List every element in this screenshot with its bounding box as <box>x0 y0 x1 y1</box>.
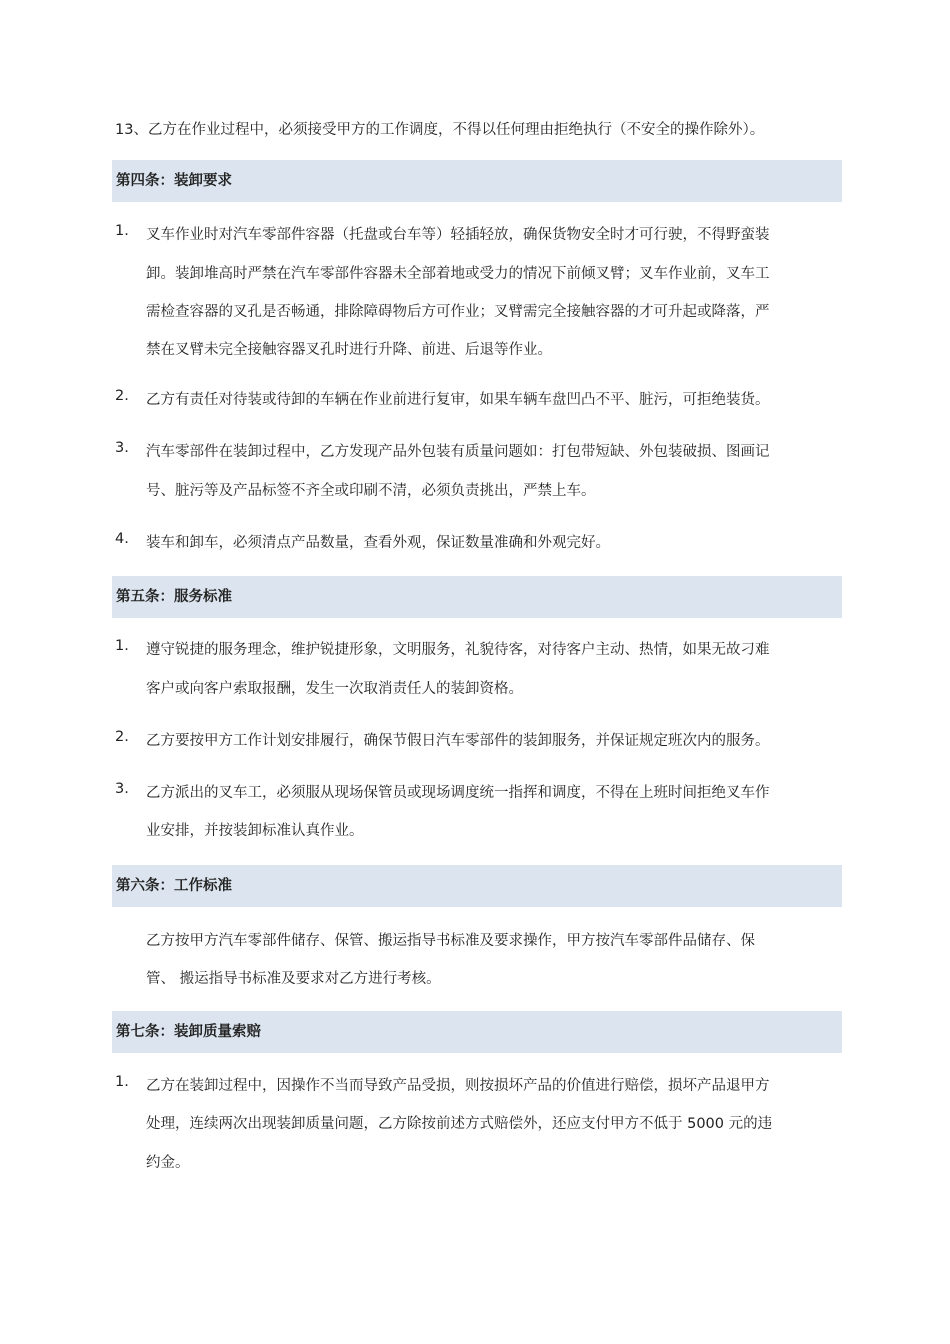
s7-item-1-line-2: 处理，连续两次出现装卸质量问题，乙方除按前述方式赔偿外，还应支付甲方不低于 5000 元的违 <box>146 1116 773 1132</box>
s4-item-1-line-2: 卸。装卸堆高时严禁在汽车零部件容器未全部着地或受力的情况下前倾叉臂；叉车作业前，叉车工 <box>146 266 770 282</box>
s5-item-2-number: 2. <box>115 729 129 745</box>
s4-item-3-number: 3. <box>115 440 129 456</box>
s7-item-1-line-3: 约金。 <box>146 1155 190 1171</box>
s4-item-3-line-2: 号、脏污等及产品标签不齐全或印刷不清，必须负责挑出，严禁上车。 <box>146 483 596 499</box>
s4-item-1-line-1: 叉车作业时对汽车零部件容器（托盘或台车等）轻插轻放，确保货物安全时才可行驶，不得野蛮装 <box>146 227 770 243</box>
s5-item-3-line-2: 业安排，并按装卸标准认真作业。 <box>146 823 364 839</box>
s4-item-4-line-1: 装车和卸车，必须清点产品数量，查看外观，保证数量准确和外观完好。 <box>146 535 610 551</box>
s6-line-1: 乙方按甲方汽车零部件储存、保管、搬运指导书标准及要求操作，甲方按汽车零部件品储存、保 <box>146 933 755 949</box>
s4-item-1-line-3: 需检查容器的叉孔是否畅通，排除障碍物后方可作业；叉臂需完全接触容器的才可升起或降落，严 <box>146 304 770 320</box>
s4-item-3-line-1: 汽车零部件在装卸过程中，乙方发现产品外包装有质量问题如：打包带短缺、外包装破损、图画记 <box>146 444 770 460</box>
s5-item-2-line-1: 乙方要按甲方工作计划安排履行，确保节假日汽车零部件的装卸服务，并保证规定班次内的服务。 <box>146 733 770 749</box>
s4-item-2-number: 2. <box>115 388 129 404</box>
s7-item-1-number: 1. <box>115 1074 129 1090</box>
section-6-heading: 第六条：工作标准 <box>112 865 842 907</box>
clause-13: 13、乙方在作业过程中，必须接受甲方的工作调度，不得以任何理由拒绝执行（不安全的操作除外）。 <box>115 122 765 138</box>
section-7-heading: 第七条：装卸质量索赔 <box>112 1011 842 1053</box>
s5-item-1-line-2: 客户或向客户索取报酬，发生一次取消责任人的装卸资格。 <box>146 681 523 697</box>
s5-item-1-line-1: 遵守锐捷的服务理念，维护锐捷形象，文明服务，礼貌待客，对待客户主动、热情，如果无故刁难 <box>146 642 770 658</box>
s5-item-3-line-1: 乙方派出的叉车工，必须服从现场保管员或现场调度统一指挥和调度，不得在上班时间拒绝叉车作 <box>146 785 770 801</box>
s4-item-1-line-4: 禁在叉臂未完全接触容器叉孔时进行升降、前进、后退等作业。 <box>146 342 552 358</box>
s7-item-1-line-1: 乙方在装卸过程中，因操作不当而导致产品受损，则按损坏产品的价值进行赔偿，损坏产品退甲方 <box>146 1078 770 1094</box>
s4-item-4-number: 4. <box>115 531 129 547</box>
s5-item-3-number: 3. <box>115 781 129 797</box>
section-5-heading: 第五条：服务标准 <box>112 576 842 618</box>
s5-item-1-number: 1. <box>115 638 129 654</box>
s6-line-2: 管、 搬运指导书标准及要求对乙方进行考核。 <box>146 971 441 987</box>
s4-item-2-line-1: 乙方有责任对待装或待卸的车辆在作业前进行复审，如果车辆车盘凹凸不平、脏污，可拒绝装货。 <box>146 392 770 408</box>
s4-item-1-number: 1. <box>115 223 129 239</box>
section-4-heading: 第四条：装卸要求 <box>112 160 842 202</box>
